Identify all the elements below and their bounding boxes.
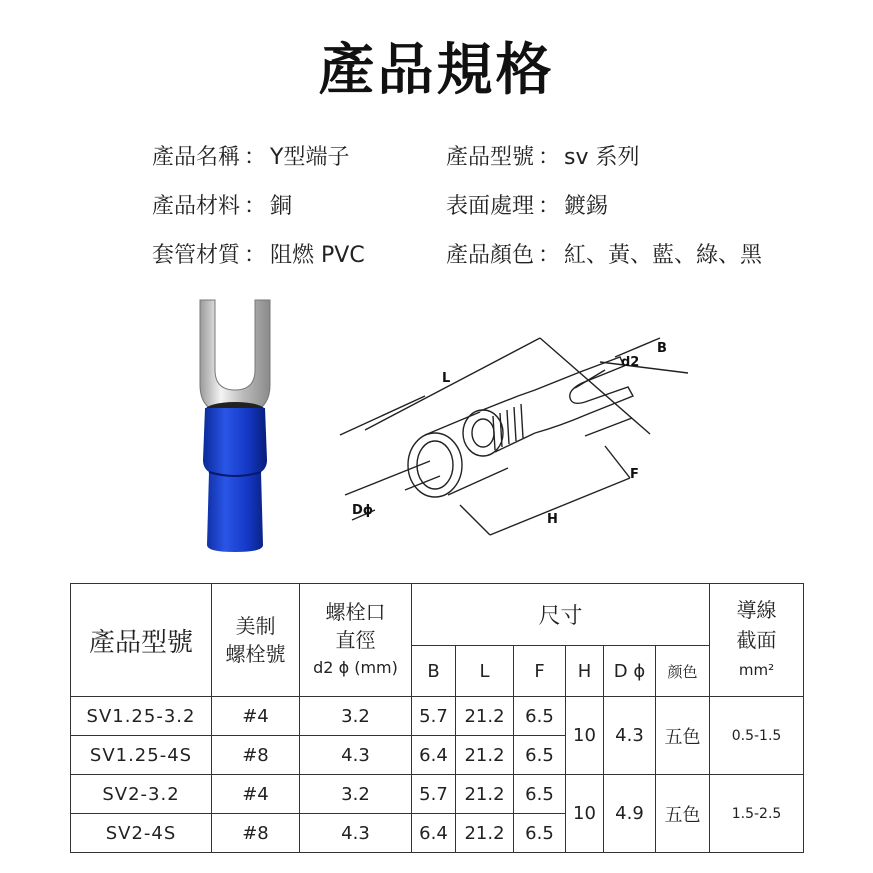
cell-f: 6.5 bbox=[514, 814, 566, 853]
header-dim-f: F bbox=[514, 646, 566, 697]
spec-sleeve-material bbox=[152, 238, 365, 269]
cell-h: 10 bbox=[566, 697, 604, 775]
header-us-bolt-line2: 螺栓號 bbox=[225, 642, 286, 666]
header-model: 產品型號 bbox=[71, 584, 212, 697]
cell-l: 21.2 bbox=[456, 736, 514, 775]
spec-label: 產品顏色 bbox=[446, 243, 535, 268]
cell-color: 五色 bbox=[656, 697, 710, 775]
spec-label: 套管材質 bbox=[152, 243, 241, 268]
cell-d2: 4.3 bbox=[300, 736, 412, 775]
cell-h: 10 bbox=[566, 775, 604, 853]
table-row bbox=[71, 697, 804, 736]
cell-model: SV2-3.2 bbox=[71, 775, 212, 814]
cell-d: 4.9 bbox=[604, 775, 656, 853]
product-photo bbox=[185, 290, 285, 560]
header-bolt-hole-line3: d2 ϕ (mm) bbox=[313, 658, 398, 677]
spec-label: 產品名稱 bbox=[152, 145, 241, 170]
cell-d2: 3.2 bbox=[300, 697, 412, 736]
cell-b: 5.7 bbox=[412, 697, 456, 736]
cell-model: SV2-4S bbox=[71, 814, 212, 853]
cell-f: 6.5 bbox=[514, 775, 566, 814]
cell-bolt: #4 bbox=[212, 697, 300, 736]
cell-d: 4.3 bbox=[604, 697, 656, 775]
cell-bolt: #4 bbox=[212, 775, 300, 814]
header-dim-b: B bbox=[412, 646, 456, 697]
cell-d2: 3.2 bbox=[300, 775, 412, 814]
spec-product-name bbox=[152, 140, 349, 171]
page-title: 產品規格 bbox=[318, 38, 555, 103]
header-dim-l: L bbox=[456, 646, 514, 697]
spec-value: sv 系列 bbox=[564, 145, 640, 170]
diagram-label-h: H bbox=[547, 512, 558, 527]
header-bolt-hole bbox=[300, 584, 412, 697]
header-wire-line1: 導線 bbox=[736, 598, 777, 622]
cell-l: 21.2 bbox=[456, 697, 514, 736]
cell-b: 5.7 bbox=[412, 775, 456, 814]
spec-separator: ： bbox=[538, 194, 561, 219]
diagram-label-d2: d2 bbox=[621, 355, 640, 370]
header-us-bolt bbox=[212, 584, 300, 697]
cell-b: 6.4 bbox=[412, 814, 456, 853]
spec-table bbox=[70, 583, 804, 853]
diagram-label-d: Dϕ bbox=[352, 503, 374, 518]
header-wire bbox=[710, 584, 804, 697]
spec-separator: ： bbox=[244, 194, 267, 219]
spec-product-model bbox=[446, 140, 640, 171]
spec-value: 阻燃 PVC bbox=[270, 243, 365, 268]
cell-bolt: #8 bbox=[212, 736, 300, 775]
cell-bolt: #8 bbox=[212, 814, 300, 853]
cell-b: 6.4 bbox=[412, 736, 456, 775]
header-us-bolt-line1: 美制 bbox=[235, 614, 276, 638]
spec-label: 表面處理 bbox=[446, 194, 535, 219]
cell-model: SV1.25-4S bbox=[71, 736, 212, 775]
diagram-label-f: F bbox=[630, 467, 639, 482]
cell-f: 6.5 bbox=[514, 736, 566, 775]
cell-model: SV1.25-3.2 bbox=[71, 697, 212, 736]
cell-d2: 4.3 bbox=[300, 814, 412, 853]
cell-wire: 1.5-2.5 bbox=[710, 775, 804, 853]
header-wire-line2: 截面 bbox=[736, 628, 777, 652]
diagram-label-b: B bbox=[657, 341, 667, 356]
cell-l: 21.2 bbox=[456, 775, 514, 814]
spec-separator: ： bbox=[244, 243, 267, 268]
spec-separator: ： bbox=[244, 145, 267, 170]
cell-wire: 0.5-1.5 bbox=[710, 697, 804, 775]
spec-colors bbox=[446, 238, 762, 269]
diagram-label-l: L bbox=[442, 371, 451, 386]
cell-color: 五色 bbox=[656, 775, 710, 853]
spec-separator: ： bbox=[538, 145, 561, 170]
spec-value: Y型端子 bbox=[270, 145, 350, 170]
spec-value: 紅、黃、藍、綠、黑 bbox=[564, 243, 763, 268]
spec-material bbox=[152, 189, 292, 220]
header-dim-color: 颜色 bbox=[656, 646, 710, 697]
header-wire-line3: mm² bbox=[738, 661, 775, 679]
spec-separator: ： bbox=[538, 243, 561, 268]
spec-value: 鍍錫 bbox=[564, 194, 609, 219]
spec-label: 產品型號 bbox=[446, 145, 535, 170]
header-dim-h: H bbox=[566, 646, 604, 697]
header-bolt-hole-line2: 直徑 bbox=[335, 628, 376, 652]
table-row bbox=[71, 775, 804, 814]
cell-f: 6.5 bbox=[514, 697, 566, 736]
spec-label: 產品材料 bbox=[152, 194, 241, 219]
dimension-diagram bbox=[330, 330, 700, 540]
header-dim-d: D ϕ bbox=[604, 646, 656, 697]
cell-l: 21.2 bbox=[456, 814, 514, 853]
spec-surface-treatment bbox=[446, 189, 608, 220]
header-bolt-hole-line1: 螺栓口 bbox=[325, 600, 386, 624]
header-size: 尺寸 bbox=[412, 584, 710, 646]
spec-value: 銅 bbox=[270, 194, 293, 219]
